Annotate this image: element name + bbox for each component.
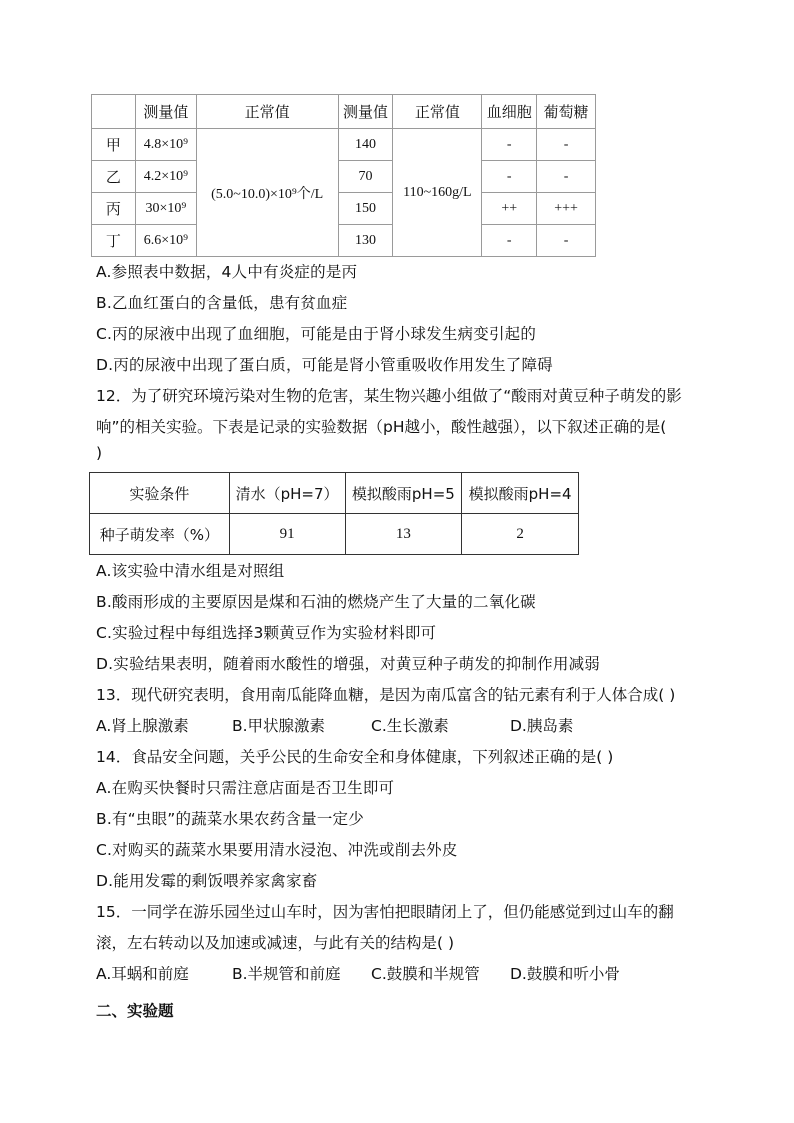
row-label: 乙 (92, 161, 136, 193)
header-cell: 清水（pH=7） (229, 473, 345, 514)
cells-value: - (482, 161, 537, 193)
q11-option-d: D.丙的尿液中出现了蛋白质，可能是肾小管重吸收作用发生了障碍 (96, 356, 553, 374)
glucose-value: - (537, 161, 596, 193)
hb-value: 140 (338, 129, 393, 161)
cells-value: - (482, 225, 537, 257)
row-label: 丙 (92, 193, 136, 225)
hb-value: 130 (338, 225, 393, 257)
header-cell: 实验条件 (90, 473, 230, 514)
q11-option-c: C.丙的尿液中出现了血细胞，可能是由于肾小球发生病变引起的 (96, 325, 537, 343)
q12-stem-cont: 响”的相关实验。下表是记录的实验数据（pH越小，酸性越强），以下叙述正确的是( (96, 418, 667, 436)
wbc-value: 4.2×10⁹ (135, 161, 196, 193)
q13-option-c: C.生长激素 (371, 717, 449, 735)
header-cell: 血细胞 (482, 95, 537, 129)
q11-option-b: B.乙血红蛋白的含量低，患有贫血症 (96, 294, 348, 312)
normal-wbc: (5.0~10.0)×10⁹个/L (196, 129, 338, 257)
header-cell: 葡萄糖 (537, 95, 596, 129)
germination-value: 91 (229, 514, 345, 555)
glucose-value: - (537, 225, 596, 257)
wbc-value: 30×10⁹ (135, 193, 196, 225)
wbc-value: 6.6×10⁹ (135, 225, 196, 257)
normal-hb: 110~160g/L (393, 129, 482, 257)
cells-value: ++ (482, 193, 537, 225)
germination-value: 2 (462, 514, 579, 555)
q12-option-c: C.实验过程中每组选择3颗黄豆作为实验材料即可 (96, 624, 437, 642)
q13-stem: 13．现代研究表明，食用南瓜能降血糖，是因为南瓜富含的钴元素有利于人体合成( ) (96, 686, 676, 704)
germination-value: 13 (345, 514, 462, 555)
hb-value: 150 (338, 193, 393, 225)
q12-stem-paren: ) (96, 444, 103, 462)
header-cell: 正常值 (393, 95, 482, 129)
section-heading: 二、实验题 (96, 1002, 174, 1020)
q15-option-d: D.鼓膜和听小骨 (510, 965, 620, 983)
q12-option-d: D.实验结果表明，随着雨水酸性的增强，对黄豆种子萌发的抑制作用减弱 (96, 655, 600, 673)
row-label: 种子萌发率（%） (90, 514, 230, 555)
q15-option-c: C.鼓膜和半规管 (371, 965, 480, 983)
hb-value: 70 (338, 161, 393, 193)
header-cell: 测量值 (338, 95, 393, 129)
q13-option-d: D.胰岛素 (510, 717, 574, 735)
header-cell: 模拟酸雨pH=4 (462, 473, 579, 514)
q15-stem: 15．一同学在游乐园坐过山车时，因为害怕把眼睛闭上了，但仍能感觉到过山车的翻 (96, 903, 674, 921)
q13-option-a: A.肾上腺激素 (96, 717, 189, 735)
q12-option-b: B.酸雨形成的主要原因是煤和石油的燃烧产生了大量的二氧化碳 (96, 593, 536, 611)
glucose-value: - (537, 129, 596, 161)
q14-option-a: A.在购买快餐时只需注意店面是否卫生即可 (96, 779, 395, 797)
blood-urine-table (91, 94, 596, 257)
q12-option-a: A.该实验中清水组是对照组 (96, 562, 285, 580)
header-cell: 正常值 (196, 95, 338, 129)
row-label: 丁 (92, 225, 136, 257)
glucose-value: +++ (537, 193, 596, 225)
q11-option-a: A.参照表中数据，4人中有炎症的是丙 (96, 263, 358, 281)
q15-option-a: A.耳蜗和前庭 (96, 965, 189, 983)
cells-value: - (482, 129, 537, 161)
q15-stem-cont: 滚，左右转动以及加速或减速，与此有关的结构是( ) (96, 934, 455, 952)
q14-option-b: B.有“虫眼”的蔬菜水果农药含量一定少 (96, 810, 364, 828)
header-cell: 测量值 (135, 95, 196, 129)
q13-option-b: B.甲状腺激素 (232, 717, 326, 735)
header-cell (92, 95, 136, 129)
wbc-value: 4.8×10⁹ (135, 129, 196, 161)
q15-option-b: B.半规管和前庭 (232, 965, 341, 983)
row-label: 甲 (92, 129, 136, 161)
header-cell: 模拟酸雨pH=5 (345, 473, 462, 514)
q14-stem: 14．食品安全问题，关乎公民的生命安全和身体健康，下列叙述正确的是( ) (96, 748, 614, 766)
q14-option-d: D.能用发霉的剩饭喂养家禽家畜 (96, 872, 318, 890)
q14-option-c: C.对购买的蔬菜水果要用清水浸泡、冲洗或削去外皮 (96, 841, 458, 859)
acid-rain-table (89, 472, 579, 555)
q12-stem: 12．为了研究环境污染对生物的危害，某生物兴趣小组做了“酸雨对黄豆种子萌发的影 (96, 387, 682, 405)
